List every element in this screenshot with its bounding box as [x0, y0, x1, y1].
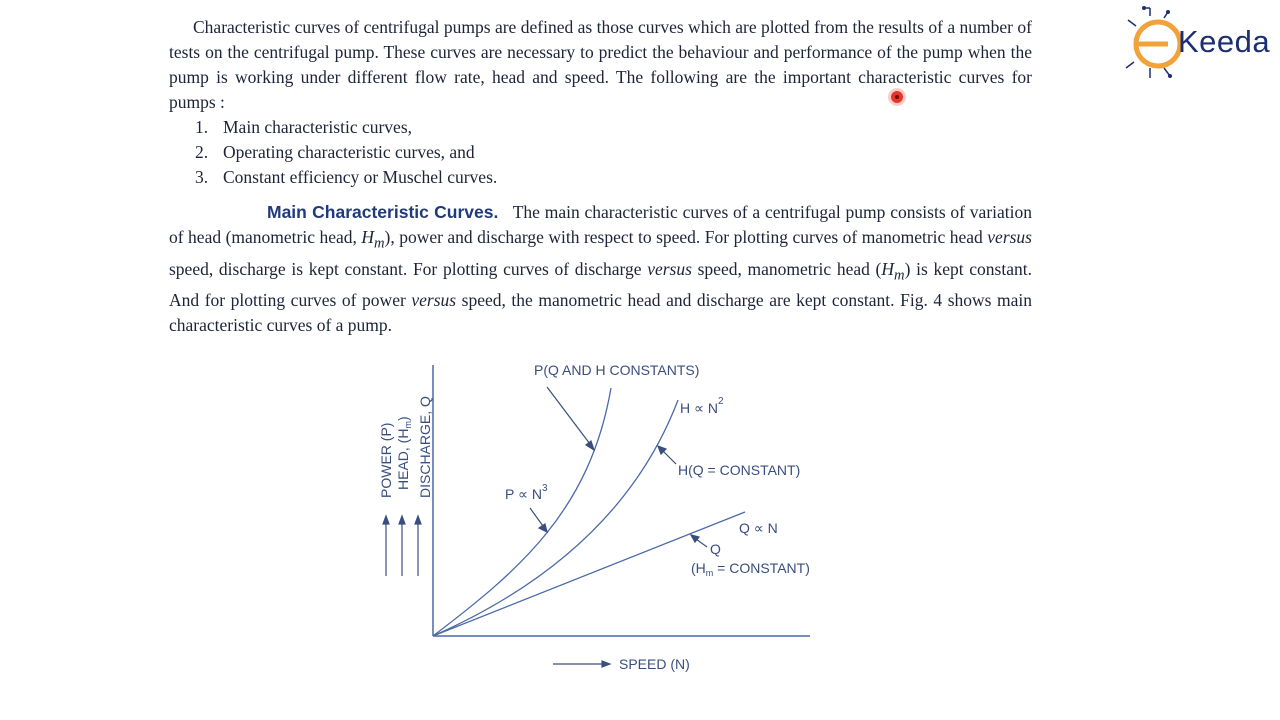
label-p-constants: P(Q AND H CONSTANTS)	[534, 362, 700, 378]
label-h-prop-n2: $H \propto N^2$	[680, 396, 724, 416]
y-label-discharge: DISCHARGE, Q	[417, 396, 433, 498]
logo-text: Keeda	[1178, 24, 1271, 59]
arrow-p-constants	[547, 387, 594, 450]
list-item: 1. Main characteristic curves,	[195, 117, 413, 137]
label-q: Q	[710, 541, 721, 557]
arrow-q	[691, 535, 707, 547]
list-item: 2. Operating characteristic curves, and	[195, 142, 475, 162]
head-curve	[433, 400, 678, 636]
y-label-power: POWER (P)	[378, 422, 394, 498]
label-h-constant: H(Q = CONSTANT)	[678, 462, 801, 478]
arrow-h-constant	[658, 446, 676, 464]
arrow-p-prop	[530, 508, 547, 532]
label-p-prop-n3: $P \propto N^3$	[505, 483, 548, 502]
section-heading: Main Characteristic Curves.	[267, 202, 499, 222]
main-curves-paragraph: Main Characteristic Curves. The main characteristic curves of a centrifugal pump consists of variation of head (manometric head, $H_m$), power and discharge with respect to speed. For plotting curves of manometric head versus speed, discharge is kept constant. For plotting curves of discharge versus speed, manometric head $(H_m)$ is kept constant. And for plotting curves of power versus speed, the manometric head and discharge are kept constant. Fig. 4 shows main characteristic curves of a pump.	[169, 202, 1033, 335]
label-hm-constant: ($H_m$ = CONSTANT)	[691, 560, 810, 578]
power-curve	[433, 388, 611, 636]
y-arrows	[383, 516, 421, 576]
y-label-head: HEAD, $(H_m)$	[395, 416, 413, 490]
intro-text: Characteristic curves of centrifugal pumps are defined as those curves which are plotted from the results of a number of tests on the centrifugal pump. These curves are necessary to predict the behaviour and performance of the pump when the pump is working under different flow rate, head and speed. The following are the important characteristic curves for pumps :	[169, 17, 1032, 112]
x-arrow	[553, 661, 610, 667]
list-item: 3. Constant efficiency or Muschel curves.	[195, 167, 498, 187]
x-label-speed: SPEED (N)	[619, 656, 690, 672]
label-q-prop-n: Q ∝ N	[739, 520, 778, 536]
